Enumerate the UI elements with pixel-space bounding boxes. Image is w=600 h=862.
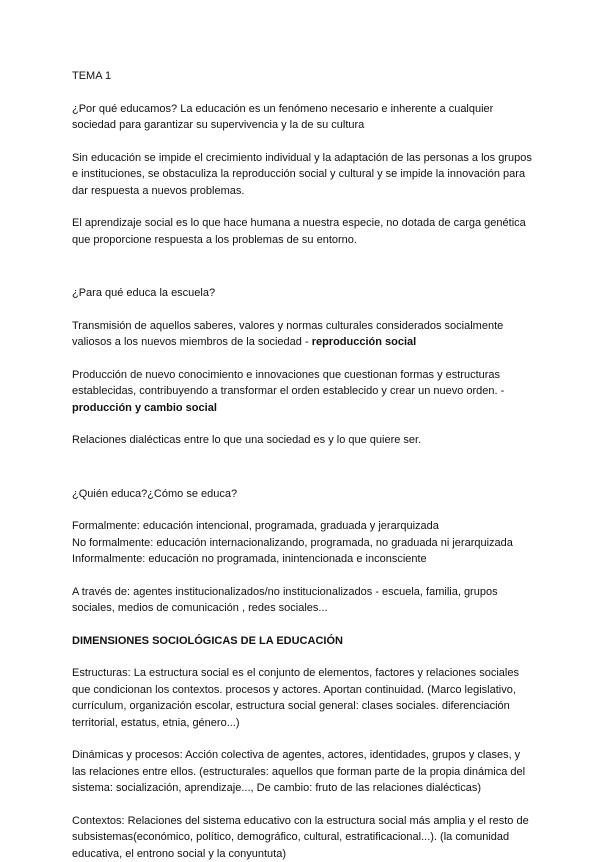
document-title: TEMA 1 (72, 68, 532, 85)
paragraph-without-education: Sin educación se impide el crecimiento individual y la adaptación de las personas a los grupos e instituciones, se obstaculiza la reproducción social y cultural y se impide la innovación para dar respuesta a nuevos problemas. (72, 150, 532, 200)
question-what-for: ¿Para qué educa la escuela? (72, 285, 532, 302)
bold-produccion-cambio-social: producción y cambio social (72, 402, 217, 414)
paragraph-why-educate: ¿Por qué educamos? La educación es un fenómeno necesario e inherente a cualquier sociedad para garantizar su supervivencia y la de su cultura (72, 101, 532, 134)
paragraph-social-learning: El aprendizaje social es lo que hace humana a nuestra especie, no dotada de carga genética que proporcione respuesta a los problemas de su entorno. (72, 215, 532, 248)
section-heading: DIMENSIONES SOCIOLÓGICAS DE LA EDUCACIÓN (72, 633, 532, 650)
paragraph-contexts: Contextos: Relaciones del sistema educativo con la estructura social más amplia y el resto de subsistemas(económico, político, demográfico, cultural, estratificacional...). (la comunidad educativa, el entrono social y la conyuntuta) (72, 813, 532, 862)
paragraph-structures: Estructuras: La estructura social es el conjunto de elementos, factores y relaciones sociales que condicionan los contextos. procesos y actores. Aportan continuidad. (Marco legislativo, currículum, organización escolar, estructura social general: clases sociales. diferenciación territorial, estatus, etnia, género...) (72, 665, 532, 731)
bold-reproduccion-social: reproducción social (312, 336, 417, 348)
question-who-how: ¿Quién educa?¿Cómo se educa? (72, 486, 532, 503)
line-no-formal: No formalmente: educación internacionalizando, programada, no graduada ni jerarquizada (72, 535, 532, 552)
paragraph-dynamics: Dinámicas y procesos: Acción colectiva de agentes, actores, identidades, grupos y clases, y las relaciones entre ellos. (estructurales: aquellos que forman parte de la propia dinámica del sistema: socialización, aprendizaje..., De cambio: fruto de las relaciones dialécticas) (72, 747, 532, 797)
paragraph-dialectic: Relaciones dialécticas entre lo que una sociedad es y lo que quiere ser. (72, 432, 532, 449)
line-formal: Formalmente: educación intencional, programada, graduada y jerarquizada (72, 518, 532, 535)
document-body (72, 68, 532, 862)
line-informal: Informalmente: educación no programada, inintencionada e inconsciente (72, 551, 532, 568)
paragraph-transmission: Transmisión de aquellos saberes, valores y normas culturales considerados socialmente valiosos a los nuevos miembros de la sociedad - reproducción social (72, 318, 532, 351)
paragraph-production: Producción de nuevo conocimiento e innovaciones que cuestionan formas y estructuras establecidas, contribuyendo a transformar el orden establecido y crear un nuevo orden. - producción y cambio social (72, 367, 532, 417)
paragraph-agents: A través de: agentes institucionalizados/no institucionalizados - escuela, familia, grupos sociales, medios de comunicación , redes sociales... (72, 584, 532, 617)
